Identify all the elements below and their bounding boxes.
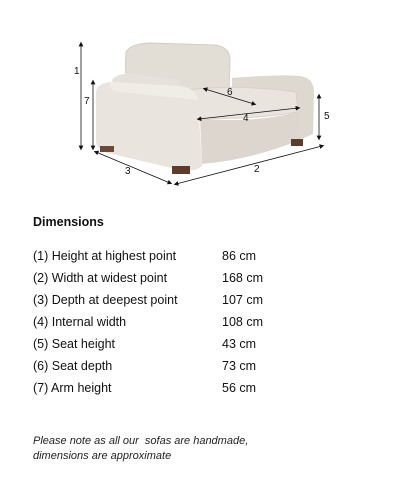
dim-label-1: 1	[74, 66, 80, 77]
dimension-label: (2) Width at widest point	[33, 271, 168, 285]
sofa-dimension-diagram	[0, 0, 400, 200]
dimension-row	[33, 377, 353, 399]
dimension-label: (7) Arm height	[33, 381, 112, 395]
dimension-label: (1) Height at highest point	[33, 249, 177, 263]
dim-label-6: 6	[227, 87, 233, 98]
section-heading: Dimensions	[33, 215, 104, 229]
dimension-label: (5) Seat height	[33, 337, 115, 351]
dimension-value: 73 cm	[222, 359, 257, 373]
sofa-shape	[96, 43, 314, 174]
dimension-value: 56 cm	[222, 381, 257, 395]
dimension-value: 108 cm	[222, 315, 263, 329]
dim-label-4: 4	[243, 113, 249, 124]
dimensions-list	[33, 245, 353, 399]
dimension-row	[33, 245, 353, 267]
dim-label-7: 7	[84, 96, 90, 107]
sofa-illustration	[0, 0, 400, 200]
dimension-row	[33, 289, 353, 311]
dimension-row	[33, 333, 353, 355]
dimension-row	[33, 355, 353, 377]
note-line-2: dimensions are approximate	[33, 450, 172, 462]
dimension-value: 107 cm	[222, 293, 263, 307]
note-line-1: Please note as all our sofas are handmade,	[33, 435, 249, 447]
dimension-label: (6) Seat depth	[33, 359, 113, 373]
dimension-value: 168 cm	[222, 271, 263, 285]
dim-label-5: 5	[324, 111, 330, 122]
dimension-value: 86 cm	[222, 249, 257, 263]
dim-label-2: 2	[254, 164, 260, 175]
dimension-value: 43 cm	[222, 337, 257, 351]
handmade-note	[33, 434, 373, 464]
dimension-row	[33, 311, 353, 333]
dimension-label: (4) Internal width	[33, 315, 127, 329]
dim-label-3: 3	[125, 166, 131, 177]
dimension-row	[33, 267, 353, 289]
dimension-label: (3) Depth at deepest point	[33, 293, 178, 307]
